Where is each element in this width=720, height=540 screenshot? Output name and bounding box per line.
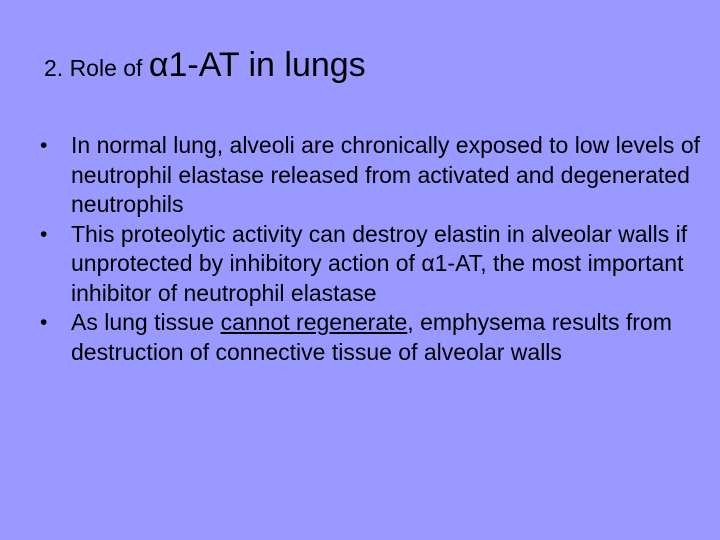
bullet-text-after: , emphysema results from destruction of connective tissue of alveolar walls (71, 309, 672, 365)
bullet-text: In normal lung, alveoli are chronically exposed to low levels of neutrophil elastase released from activated and degenerated neutrophils (71, 132, 700, 217)
bullet-list (40, 131, 700, 367)
bullet-item-emphysema (40, 308, 700, 367)
title-prefix: 2. Role of (44, 55, 149, 81)
bullet-marker: • (40, 134, 48, 157)
slide-title (44, 48, 366, 82)
bullet-marker: • (40, 222, 48, 246)
bullet-text-underlined: cannot regenerate (220, 309, 408, 335)
bullet-text-before: As lung tissue (71, 309, 221, 335)
bullet-marker: • (40, 311, 48, 334)
bullet-item-proteolytic-activity (40, 220, 700, 309)
bullet-text: This proteolytic activity can destroy elastin in alveolar walls if unprotected by inhibitory action of α1-AT, the most important inhibitor of neutrophil elastase (71, 220, 688, 306)
bullet-item-normal-lung (40, 131, 700, 220)
title-main: α1-AT in lungs (148, 46, 366, 84)
